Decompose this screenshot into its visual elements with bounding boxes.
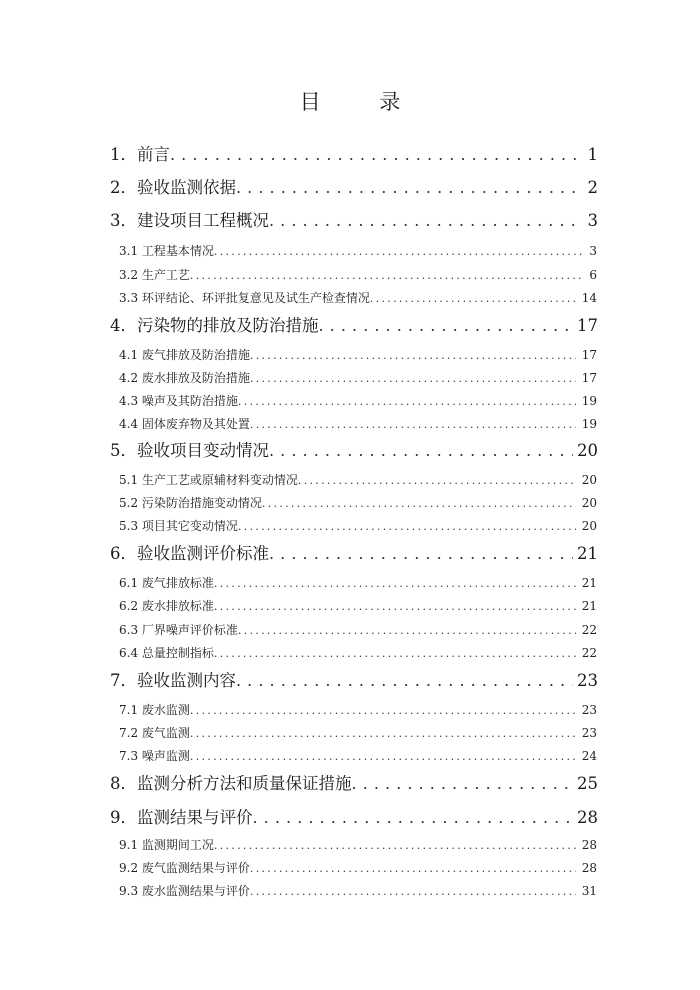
toc-page-number: 17: [581, 348, 597, 362]
toc-entry-label: 7.3 噪声监测: [119, 749, 190, 763]
toc-page-number: 20: [581, 519, 597, 533]
toc-entry-label: 4.4 固体废弃物及其处置: [119, 417, 250, 431]
toc-chapter-entry: [110, 667, 598, 691]
toc-page-number: 28: [577, 808, 598, 827]
toc-section-entry: [119, 644, 597, 660]
toc-entry-label: 4．污染物的排放及防治措施: [110, 316, 319, 335]
toc-entry-label: 2．验收监测依据: [110, 178, 236, 197]
toc-page-number: 21: [581, 599, 597, 613]
toc-page-number: 22: [581, 646, 597, 660]
toc-page-number: 20: [581, 473, 597, 487]
toc-dot-leader: [262, 497, 576, 510]
toc-dot-leader: [214, 600, 576, 613]
toc-section-entry: [119, 415, 597, 431]
toc-dot-leader: [190, 727, 576, 740]
toc-section-entry: [119, 289, 597, 305]
toc-dot-leader: [238, 624, 576, 637]
toc-dot-leader: [250, 418, 576, 431]
toc-section-entry: [119, 597, 597, 613]
toc-section-entry: [119, 859, 597, 875]
toc-dot-leader: [190, 750, 576, 763]
toc-dot-leader: [370, 292, 576, 305]
toc-entry-label: 3.1 工程基本情况: [119, 244, 214, 258]
toc-page-number: 17: [577, 316, 598, 335]
toc-dot-leader: [190, 704, 576, 717]
toc-page-number: 28: [581, 838, 597, 852]
toc-section-entry: [119, 882, 597, 898]
toc-dot-leader: [236, 178, 582, 197]
toc-section-entry: [119, 517, 597, 533]
toc-chapter-entry: [110, 174, 598, 198]
toc-page-number: 21: [581, 576, 597, 590]
toc-page-number: 23: [581, 703, 597, 717]
toc-entry-label: 6.1 废气排放标准: [119, 576, 214, 590]
toc-dot-leader: [250, 372, 576, 385]
toc-entry-label: 7．验收监测内容: [110, 671, 236, 690]
toc-dot-leader: [319, 316, 574, 335]
toc-page-number: 6: [589, 268, 597, 282]
toc-entry-label: 9.3 废水监测结果与评价: [119, 884, 250, 898]
toc-entry-label: 6.2 废水排放标准: [119, 599, 214, 613]
toc-dot-leader: [214, 577, 576, 590]
toc-dot-leader: [250, 862, 576, 875]
toc-entry-label: 3．建设项目工程概况: [110, 211, 269, 230]
toc-entry-label: 1．前言: [110, 145, 170, 164]
toc-page-number: 3: [587, 211, 598, 230]
toc-entry-label: 5.3 项目其它变动情况: [119, 519, 238, 533]
toc-chapter-entry: [110, 141, 598, 165]
toc-entry-label: 4.3 噪声及其防治措施: [119, 394, 238, 408]
toc-entry-label: 6.4 总量控制指标: [119, 646, 214, 660]
toc-section-entry: [119, 266, 597, 282]
toc-page-number: 31: [581, 884, 597, 898]
toc-dot-leader: [352, 774, 574, 793]
toc-page-number: 24: [581, 749, 597, 763]
toc-entry-label: 5.1 生产工艺或原辅材料变动情况: [119, 473, 298, 487]
toc-chapter-entry: [110, 437, 598, 461]
toc-dot-leader: [238, 520, 576, 533]
toc-entry-label: 7.2 废气监测: [119, 726, 190, 740]
toc-entry-label: 4.1 废气排放及防治措施: [119, 348, 250, 362]
toc-dot-leader: [269, 211, 582, 230]
toc-page-number: 2: [587, 178, 598, 197]
toc-chapter-entry: [110, 207, 598, 231]
toc-page-number: 20: [577, 441, 598, 460]
toc-section-entry: [119, 471, 597, 487]
toc-page-number: 23: [577, 671, 598, 690]
toc-chapter-entry: [110, 540, 598, 564]
toc-dot-leader: [214, 245, 583, 258]
toc-dot-leader: [298, 474, 576, 487]
toc-chapter-entry: [110, 804, 598, 828]
toc-dot-leader: [190, 269, 583, 282]
toc-entry-label: 9．监测结果与评价: [110, 808, 253, 827]
toc-chapter-entry: [110, 770, 598, 794]
toc-entry-label: 5．验收项目变动情况: [110, 441, 269, 460]
toc-page-number: 25: [577, 774, 598, 793]
toc-chapter-entry: [110, 312, 598, 336]
toc-page-number: 23: [581, 726, 597, 740]
toc-entry-label: 4.2 废水排放及防治措施: [119, 371, 250, 385]
toc-entry-label: 3.2 生产工艺: [119, 268, 190, 282]
toc-section-entry: [119, 724, 597, 740]
toc-dot-leader: [170, 145, 582, 164]
toc-dot-leader: [214, 647, 576, 660]
toc-entry-label: 8．监测分析方法和质量保证措施: [110, 774, 352, 793]
toc-page-number: 28: [581, 861, 597, 875]
toc-entry-label: 9.1 监测期间工况: [119, 838, 214, 852]
toc-page-number: 14: [581, 291, 597, 305]
toc-section-entry: [119, 701, 597, 717]
toc-page-number: 20: [581, 496, 597, 510]
toc-page-number: 17: [581, 371, 597, 385]
toc-page-number: 22: [581, 623, 597, 637]
toc-section-entry: [119, 621, 597, 637]
toc-section-entry: [119, 346, 597, 362]
toc-dot-leader: [236, 671, 573, 690]
toc-section-entry: [119, 369, 597, 385]
toc-entry-label: 6.3 厂界噪声评价标准: [119, 623, 238, 637]
toc-dot-leader: [214, 839, 576, 852]
toc-dot-leader: [238, 395, 576, 408]
toc-dot-leader: [250, 349, 576, 362]
toc-page-number: 21: [577, 544, 598, 563]
toc-entry-label: 9.2 废气监测结果与评价: [119, 861, 250, 875]
toc-dot-leader: [250, 885, 576, 898]
toc-page-number: 1: [587, 145, 598, 164]
toc-dot-leader: [253, 808, 574, 827]
toc-page-number: 19: [581, 417, 597, 431]
toc-page-number: 19: [581, 394, 597, 408]
toc-dot-leader: [269, 544, 573, 563]
toc-section-entry: [119, 836, 597, 852]
toc-section-entry: [119, 574, 597, 590]
toc-dot-leader: [269, 441, 573, 460]
toc-entry-label: 5.2 污染防治措施变动情况: [119, 496, 262, 510]
toc-entry-label: 3.3 环评结论、环评批复意见及试生产检查情况: [119, 291, 370, 305]
toc-section-entry: [119, 747, 597, 763]
toc-entry-label: 6．验收监测评价标准: [110, 544, 269, 563]
toc-page-number: 3: [589, 244, 597, 258]
toc-section-entry: [119, 494, 597, 510]
toc-title: 目 录: [299, 90, 427, 114]
toc-section-entry: [119, 242, 597, 258]
toc-section-entry: [119, 392, 597, 408]
toc-entry-label: 7.1 废水监测: [119, 703, 190, 717]
